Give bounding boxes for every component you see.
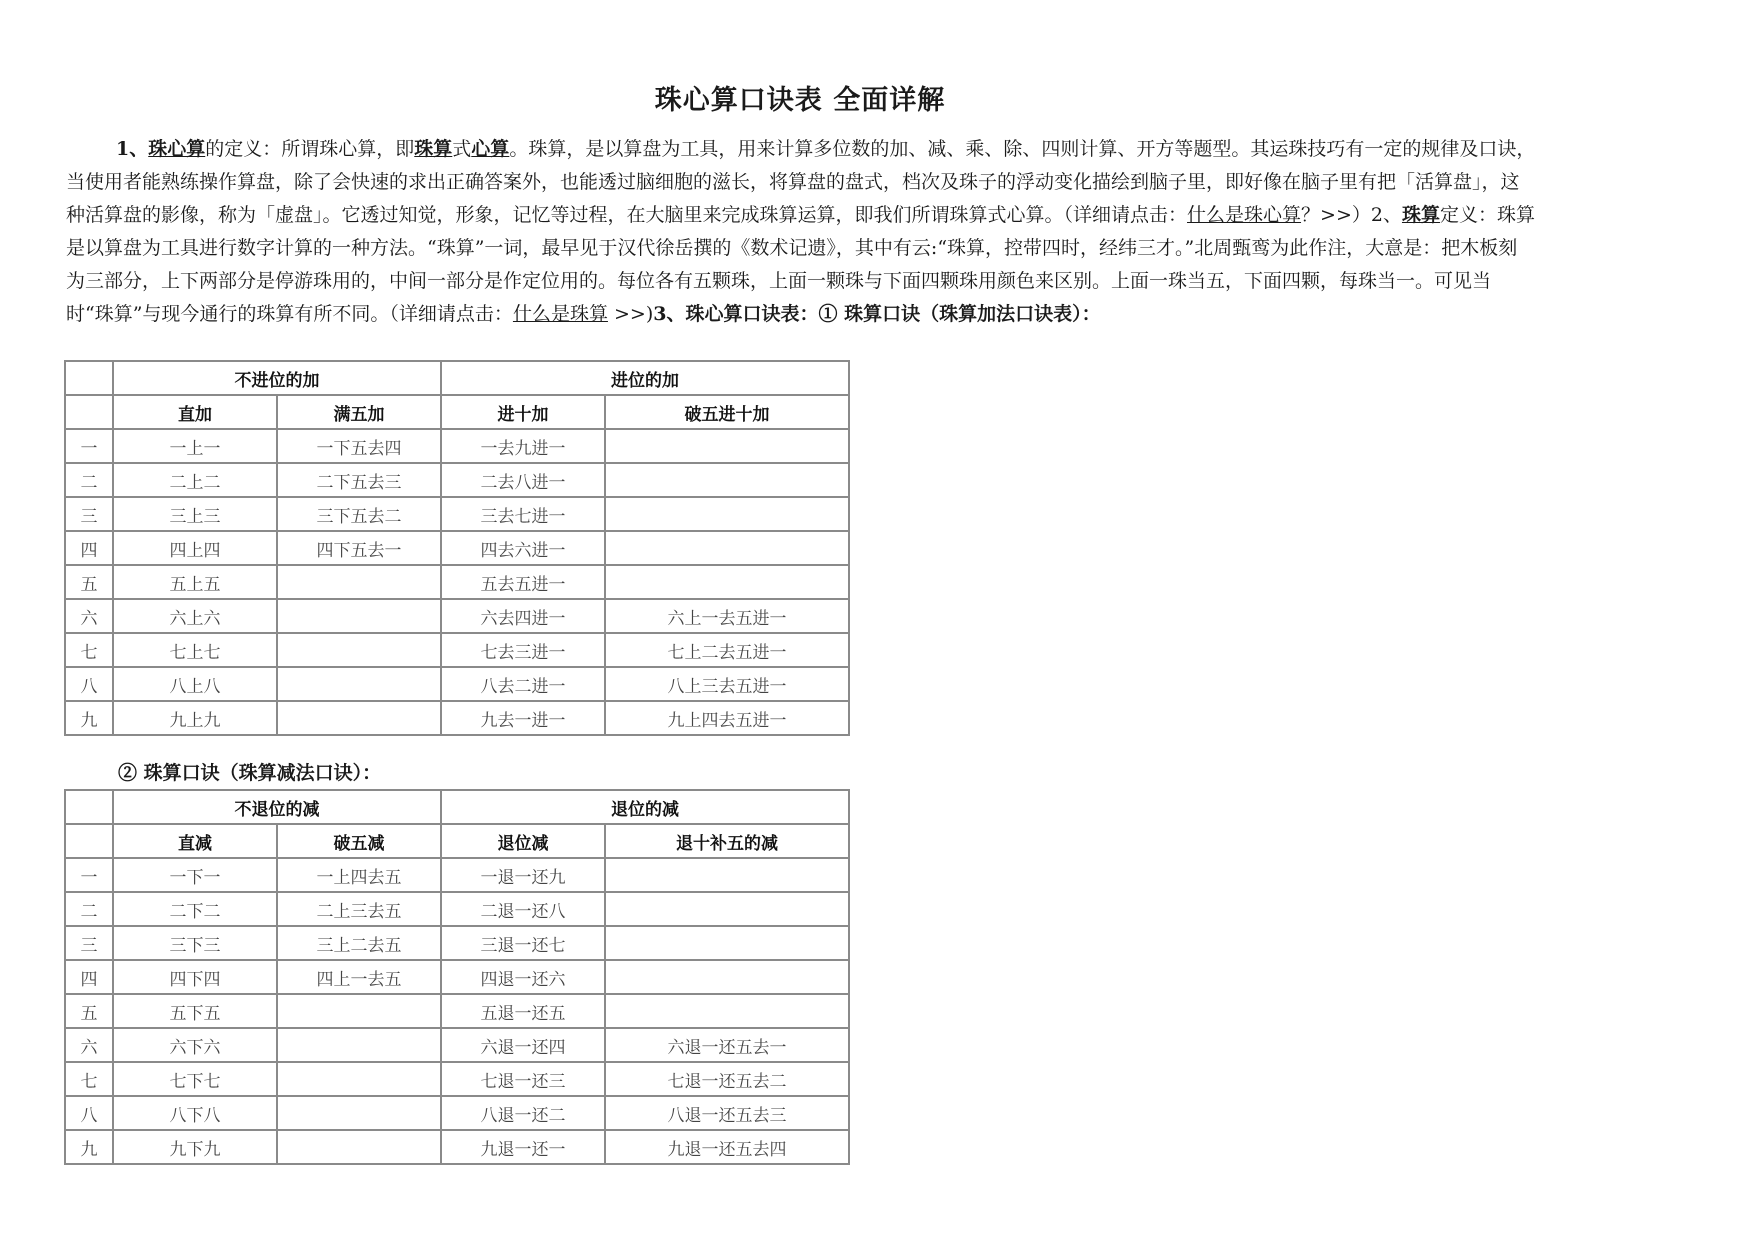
table-group-header-row: [65, 790, 849, 824]
table-cell: 九退一还五去四: [605, 1130, 849, 1164]
row-label-cell: 四: [65, 531, 113, 565]
table-cell: [277, 633, 441, 667]
row-label-cell: 六: [65, 599, 113, 633]
subtraction-table: [64, 789, 850, 1165]
table-cell: [605, 531, 849, 565]
row-label-cell: 九: [65, 701, 113, 735]
sub-header: 进十加: [441, 395, 605, 429]
table-cell: 六下六: [113, 1028, 277, 1062]
term-zhuxinsuan: 珠心算: [148, 138, 206, 160]
row-label-cell: 八: [65, 1096, 113, 1130]
table-cell: 六退一还五去一: [605, 1028, 849, 1062]
section-2-number: 2、: [1370, 204, 1402, 226]
table-cell: 八上八: [113, 667, 277, 701]
table-cell: 二退一还八: [441, 892, 605, 926]
table-group-header-row: [65, 361, 849, 395]
link-what-is-zhusuan[interactable]: 什么是珠算: [512, 303, 608, 325]
row-label-cell: 六: [65, 1028, 113, 1062]
row-label-cell: 三: [65, 497, 113, 531]
row-label-cell: 二: [65, 892, 113, 926]
term-zhusuan-definition: 珠算: [1401, 204, 1440, 226]
term-zhusuan: 珠算: [414, 138, 453, 160]
table-cell: [605, 463, 849, 497]
table-cell: 七退一还三: [441, 1062, 605, 1096]
table-cell: [605, 892, 849, 926]
corner-cell: [65, 395, 113, 429]
table-cell: [605, 565, 849, 599]
table-cell: [277, 1028, 441, 1062]
table-cell: 六退一还四: [441, 1028, 605, 1062]
table-cell: 六上六: [113, 599, 277, 633]
group-header-carry: 进位的加: [441, 361, 849, 395]
sub-header: 直减: [113, 824, 277, 858]
section-2-tail: >>): [607, 303, 654, 325]
row-label-cell: 一: [65, 858, 113, 892]
table-row: [65, 960, 849, 994]
row-label-cell: 一: [65, 429, 113, 463]
table-cell: [605, 858, 849, 892]
subtraction-heading: ② 珠算口诀（珠算减法口诀）：: [118, 762, 382, 784]
table-sub-header-row: [65, 395, 849, 429]
row-label-cell: 九: [65, 1130, 113, 1164]
table-cell: 二下五去三: [277, 463, 441, 497]
table-row: [65, 565, 849, 599]
table-row: [65, 1028, 849, 1062]
table-cell: 六去四进一: [441, 599, 605, 633]
addition-table: [64, 360, 850, 736]
table-cell: 一去九进一: [441, 429, 605, 463]
section-1-body: 。珠算，是以算盘为工具，用来计算多位数的加、减、乘、除、四则计算、开方等题型。其运珠技巧有一定的规律及口诀，当使用者能熟练操作算盘，除了会快速的求出正确答案外，也能透过脑细胞的滋长，将算盘的盘式，档次及珠子的浮动变化描绘到脑子里，即好像在脑子里有把「活算盘」，这种活算盘的影像，称为「虚盘」。它透过知觉，形象，记忆等过程，在大脑里来完成珠算运算，即我们所谓珠算式心算。（详细请点击：: [66, 138, 1536, 226]
table-cell: 五上五: [113, 565, 277, 599]
intro-paragraph: [66, 133, 1536, 331]
table-cell: 二上三去五: [277, 892, 441, 926]
table-row: [65, 1062, 849, 1096]
group-header-no-borrow: 不退位的减: [113, 790, 441, 824]
table-cell: [277, 667, 441, 701]
sub-header: 破五进十加: [605, 395, 849, 429]
corner-cell: [65, 824, 113, 858]
table-cell: [605, 429, 849, 463]
table-cell: 四上四: [113, 531, 277, 565]
table-cell: 四去六进一: [441, 531, 605, 565]
table-row: [65, 429, 849, 463]
table-cell: 一上四去五: [277, 858, 441, 892]
table-cell: 九去一进一: [441, 701, 605, 735]
table-cell: [605, 497, 849, 531]
table-cell: [277, 701, 441, 735]
table-cell: 八去二进一: [441, 667, 605, 701]
row-label-cell: 八: [65, 667, 113, 701]
corner-cell: [65, 361, 113, 395]
table-row: [65, 994, 849, 1028]
table-row: [65, 497, 849, 531]
table-cell: 三上三: [113, 497, 277, 531]
table-cell: [605, 960, 849, 994]
row-label-cell: 四: [65, 960, 113, 994]
table-cell: 八退一还五去三: [605, 1096, 849, 1130]
table-cell: 九上九: [113, 701, 277, 735]
table-row: [65, 701, 849, 735]
table-cell: 九退一还一: [441, 1130, 605, 1164]
table-cell: 五下五: [113, 994, 277, 1028]
sub-header: 直加: [113, 395, 277, 429]
table-cell: [277, 994, 441, 1028]
table-cell: [277, 1130, 441, 1164]
section-3-heading: 3、珠心算口诀表：① 珠算口诀（珠算加法口诀表）：: [653, 303, 1101, 325]
table-cell: 五退一还五: [441, 994, 605, 1028]
section-1-tail: ？>>）: [1301, 204, 1371, 226]
table-sub-header-row: [65, 824, 849, 858]
table-row: [65, 463, 849, 497]
corner-cell: [65, 790, 113, 824]
table-cell: 九下九: [113, 1130, 277, 1164]
term-xinsuan: 心算: [471, 138, 510, 160]
row-label-cell: 二: [65, 463, 113, 497]
table-cell: 二下二: [113, 892, 277, 926]
table-cell: 四上一去五: [277, 960, 441, 994]
table-cell: 七退一还五去二: [605, 1062, 849, 1096]
sub-header: 退十补五的减: [605, 824, 849, 858]
table-cell: 八上三去五进一: [605, 667, 849, 701]
section-1-number: 1、: [116, 138, 149, 160]
row-label-cell: 三: [65, 926, 113, 960]
group-header-borrow: 退位的减: [441, 790, 849, 824]
table-cell: 七上二去五进一: [605, 633, 849, 667]
table-cell: 五去五进一: [441, 565, 605, 599]
table-cell: 八下八: [113, 1096, 277, 1130]
table-cell: 三下三: [113, 926, 277, 960]
table-cell: 七下七: [113, 1062, 277, 1096]
row-label-cell: 五: [65, 994, 113, 1028]
page-title: 珠心算口诀表 全面详解: [654, 85, 946, 116]
table-cell: 二去八进一: [441, 463, 605, 497]
table-cell: [277, 599, 441, 633]
table-cell: 三去七进一: [441, 497, 605, 531]
table-cell: 一上一: [113, 429, 277, 463]
table-row: [65, 667, 849, 701]
sub-header: 满五加: [277, 395, 441, 429]
table-row: [65, 531, 849, 565]
table-cell: [605, 926, 849, 960]
table-cell: 三退一还七: [441, 926, 605, 960]
table-cell: 四下五去一: [277, 531, 441, 565]
section-1-intro: 的定义：所谓珠心算，即: [205, 138, 415, 160]
table-cell: 一退一还九: [441, 858, 605, 892]
table-row: [65, 599, 849, 633]
table-cell: 七上七: [113, 633, 277, 667]
table-row: [65, 858, 849, 892]
table-cell: [605, 994, 849, 1028]
table-row: [65, 1096, 849, 1130]
table-cell: 六上一去五进一: [605, 599, 849, 633]
table-cell: 三下五去二: [277, 497, 441, 531]
link-what-is-zhuxinsuan[interactable]: 什么是珠心算: [1187, 204, 1302, 226]
table-cell: 一下一: [113, 858, 277, 892]
sub-header: 破五减: [277, 824, 441, 858]
table-cell: 八退一还二: [441, 1096, 605, 1130]
table-cell: 一下五去四: [277, 429, 441, 463]
table-cell: 二上二: [113, 463, 277, 497]
row-label-cell: 七: [65, 1062, 113, 1096]
sub-header: 退位减: [441, 824, 605, 858]
group-header-no-carry: 不进位的加: [113, 361, 441, 395]
row-label-cell: 五: [65, 565, 113, 599]
term-shi: 式: [452, 138, 472, 160]
table-cell: [277, 565, 441, 599]
section-2-body: 定义：珠算是以算盘为工具进行数字计算的一种方法。“珠算”一词，最早见于汉代徐岳撰的《数术记遗》，其中有云:“珠算，控带四时，经纬三才。”北周甄鸾为此作注，大意是：把木板刻为三部分，上下两部分是停游珠用的，中间一部分是作定位用的。每位各有五颗珠，上面一颗珠与下面四颗珠用颜色来区别。上面一珠当五，下面四颗，每珠当一。可见当时“珠算”与现今通行的珠算有所不同。（详细请点击：: [66, 204, 1535, 325]
table-cell: 九上四去五进一: [605, 701, 849, 735]
table-cell: 四下四: [113, 960, 277, 994]
table-cell: [277, 1062, 441, 1096]
table-row: [65, 1130, 849, 1164]
table-cell: 七去三进一: [441, 633, 605, 667]
table-cell: 四退一还六: [441, 960, 605, 994]
table-row: [65, 926, 849, 960]
table-cell: [277, 1096, 441, 1130]
table-cell: 三上二去五: [277, 926, 441, 960]
row-label-cell: 七: [65, 633, 113, 667]
table-row: [65, 633, 849, 667]
table-row: [65, 892, 849, 926]
